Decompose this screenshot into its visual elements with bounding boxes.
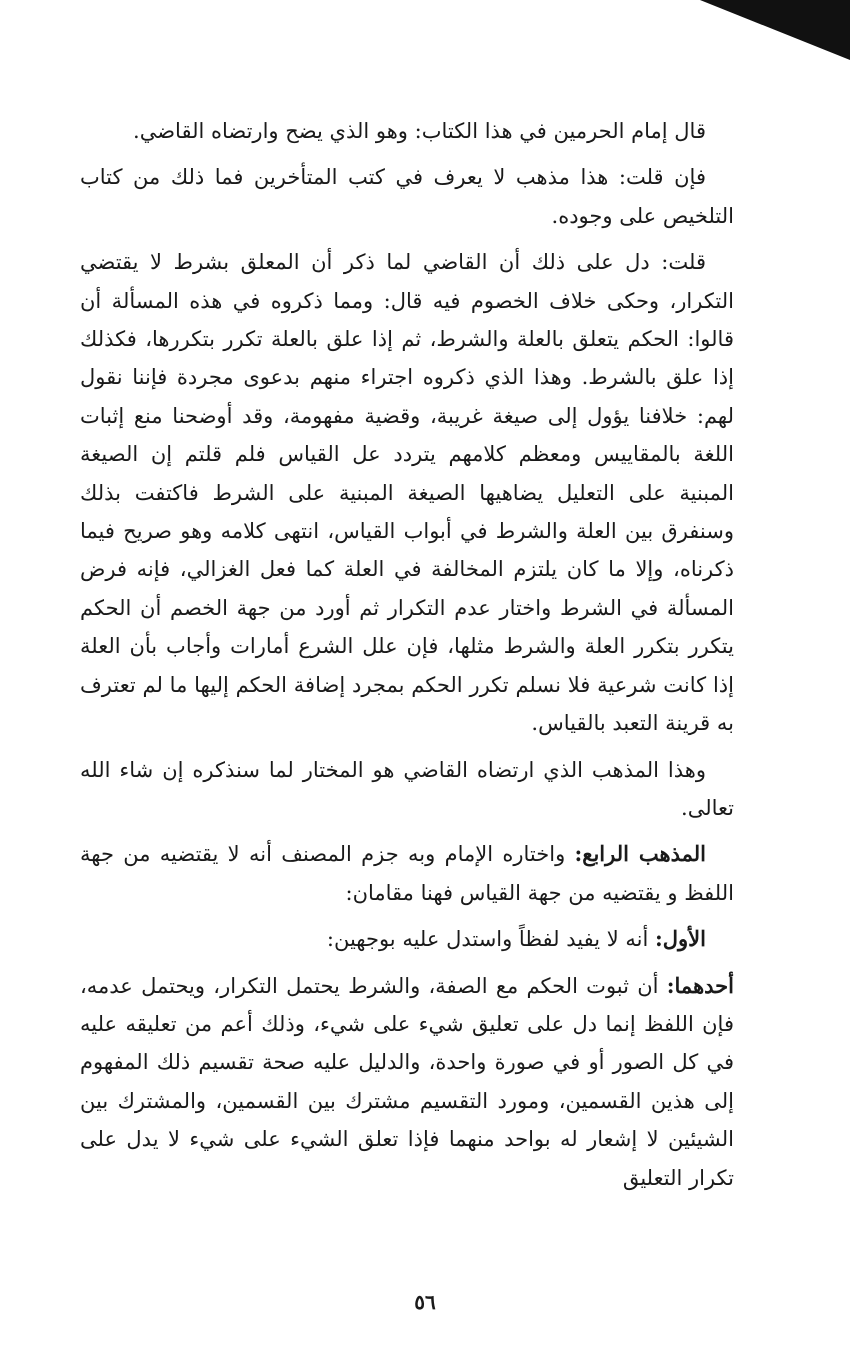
paragraph-6-lead: الأول: bbox=[655, 926, 706, 952]
corner-shadow-mark bbox=[700, 0, 850, 60]
paragraph-6 bbox=[80, 920, 734, 958]
paragraph-3 bbox=[80, 243, 734, 742]
page-number: ٥٦ bbox=[414, 1290, 436, 1314]
paragraph-4 bbox=[80, 751, 734, 828]
paragraph-2-text: فإن قلت: هذا مذهب لا يعرف في كتب المتأخرين فما ذلك من كتاب التلخيص على وجوده. bbox=[80, 165, 734, 228]
paragraph-5-text: واختاره الإمام وبه جزم المصنف أنه لا يقتضيه من جهة اللفظ و يقتضيه من جهة القياس فهنا مقامان: bbox=[80, 842, 734, 905]
paragraph-2 bbox=[80, 158, 734, 235]
paragraph-3-text: قلت: دل على ذلك أن القاضي لما ذكر أن المعلق بشرط لا يقتضي التكرار، وحكى خلاف الخصوم فيه قال: ومما ذكروه في هذه المسألة أن قالوا: الحكم يتعلق بالعلة والشرط، ثم إذا علق بالعلة تكرر بتكررها، فكذلك إذا علق بالشرط. وهذا الذي ذكروه اجتراء منهم بدعوى مجردة فإننا نقول لهم: خلافنا يؤول إلى صيغة غريبة، وقضية مفهومة، وقد أوضحنا منع إثبات اللغة بالمقاييس ومعظم كلامهم يتردد عل القياس فلم قلتم إن الصيغة المبنية على التعليل يضاهيها الصيغة المبنية على الشرط فاكتفت بذلك وسنفرق بين العلة والشرط في أبواب القياس، انتهى كلامه وهو صريح فيما ذكرناه، وإلا ما كان يلتزم المخالفة في العلة كما فعل الغزالي، فإنه فرض المسألة في الشرط واختار عدم التكرار ثم أورد من جهة الخصم أن الحكم يتكرر بتكرر العلة والشرط مثلها، فإن علل الشرع أمارات وأجاب بأن العلة إذا كانت شرعية فلا نسلم تكرر الحكم بمجرد إضافة الحكم إليها ما لم تعترف به قرينة التعبد بالقياس. bbox=[80, 250, 734, 736]
paragraph-7-text: أن ثبوت الحكم مع الصفة، والشرط يحتمل التكرار، ويحتمل عدمه، فإن اللفظ إنما دل على تعليق شيء على شيء، وذلك أعم من تعليقه عليه في كل الصور أو في صورة واحدة، والدليل عليه صحة تقسيم ذلك المفهوم إلى هذين القسمين، ومورد التقسيم مشترك بين القسمين، والمشترك بين الشيئين لا إشعار له بواحد منهما فإذا تعلق الشيء على شيء لا يدل على تكرار التعليق bbox=[80, 973, 734, 1190]
paragraph-5 bbox=[80, 835, 734, 912]
page-body-text bbox=[80, 112, 734, 1205]
paragraph-4-text: وهذا المذهب الذي ارتضاه القاضي هو المختار لما سنذكره إن شاء الله تعالى. bbox=[80, 757, 734, 820]
paragraph-1 bbox=[80, 112, 734, 150]
paragraph-5-lead: المذهب الرابع: bbox=[574, 841, 706, 867]
paragraph-7-lead: أحدهما: bbox=[666, 972, 734, 998]
paragraph-6-text: أنه لا يفيد لفظاً واستدل عليه بوجهين: bbox=[326, 927, 656, 952]
paragraph-7 bbox=[80, 967, 734, 1197]
paragraph-1-text: قال إمام الحرمين في هذا الكتاب: وهو الذي يضح وارتضاه القاضي. bbox=[133, 119, 706, 143]
